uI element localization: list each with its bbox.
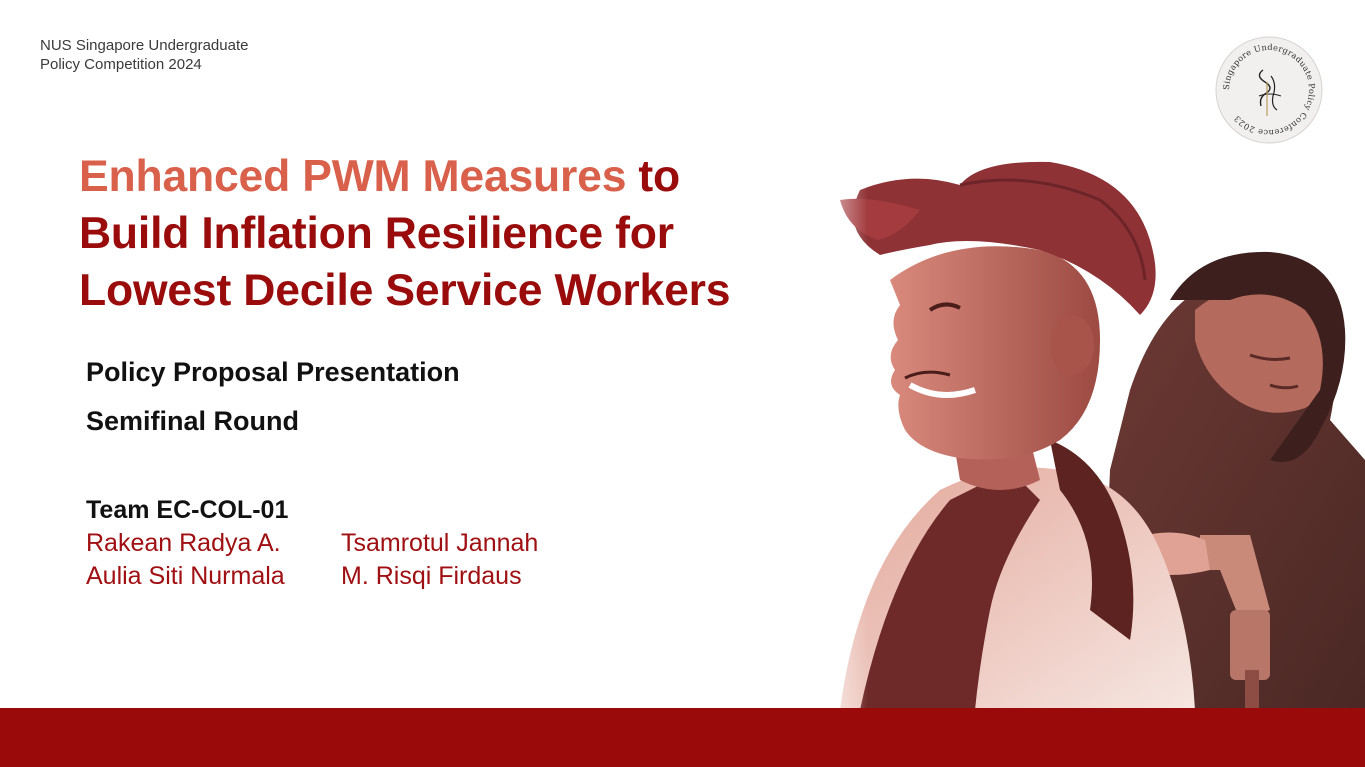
team-member: Aulia Siti Nurmala [86,562,285,590]
subtitle-presentation: Policy Proposal Presentation [86,357,460,387]
organizer-label [40,36,248,74]
title-line-2: Build Inflation Resilience for [79,209,674,258]
slide-title [79,148,799,319]
workers-photo [800,140,1365,710]
organizer-line-2: Policy Competition 2024 [40,56,202,73]
team-label: Team EC-COL-01 [86,496,289,524]
title-line-1 [79,148,799,205]
team-member: M. Risqi Firdaus [341,562,522,590]
logo-ring-text: Singapore Undergraduate Policy Conference 2023 [1220,41,1318,139]
subtitle-round: Semifinal Round [86,406,300,436]
title-highlight: Enhanced PWM Measures [79,152,627,201]
conference-logo [1215,36,1323,144]
title-line-1-rest: to [626,152,681,201]
team-member: Tsamrotul Jannah [341,529,539,557]
team-member: Rakean Radya A. [86,529,281,557]
footer-bar [0,708,1365,767]
organizer-line-1: NUS Singapore Undergraduate [40,37,249,54]
title-line-3: Lowest Decile Service Workers [79,266,731,315]
